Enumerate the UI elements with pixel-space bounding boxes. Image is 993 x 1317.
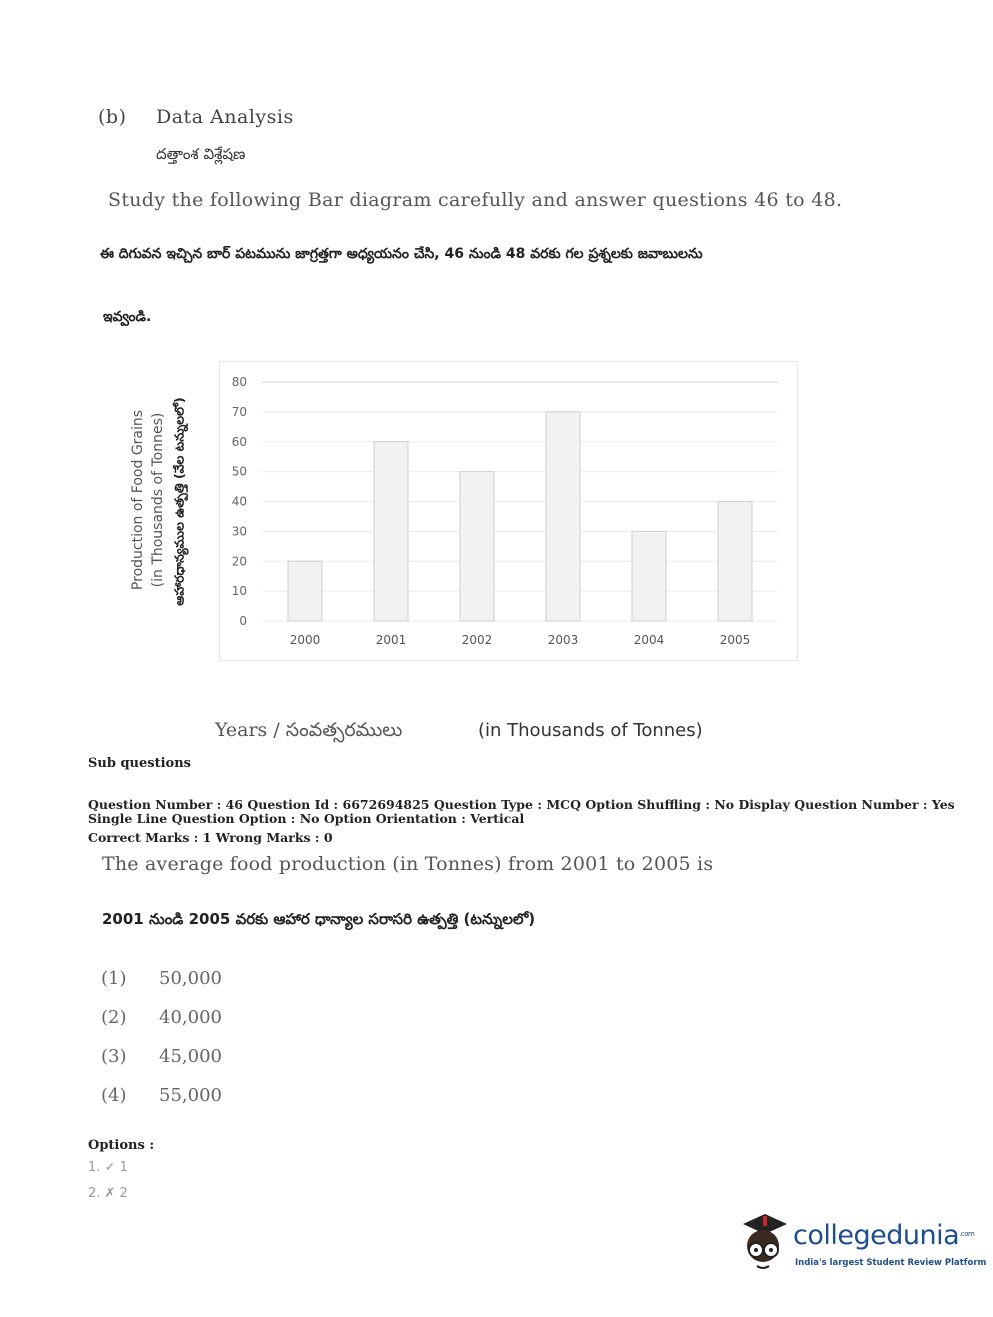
option-3-number: (3) (101, 1046, 127, 1067)
chart-ylabel-telugu: ఆహారధాన్యముల ఉత్పత్తి (వేల టన్నులలో) (171, 397, 187, 606)
bar-chart-frame (219, 361, 798, 661)
logo-tagline: India's largest Student Review Platform (795, 1258, 987, 1268)
chart-bar-2005 (718, 502, 752, 622)
section-label: (b) (98, 106, 127, 128)
option-3-text: 45,000 (159, 1046, 222, 1067)
chart-xtick-label: 2005 (719, 633, 751, 647)
instruction-telugu-line1: ఈ దిగువన ఇచ్చిన బార్ పటమును జాగ్రత్తగా అధ్యయనం చేసి, 46 నుండి 48 వరకు గల ప్రశ్నలకు జవాబులను (100, 246, 703, 262)
chart-xtick-label: 2000 (289, 633, 321, 647)
option-2 (101, 1007, 222, 1028)
chart-ylabel-line2: (in Thousands of Tonnes) (150, 412, 166, 588)
answer-key-1: 1. ✓ 1 (88, 1160, 128, 1175)
chart-xtick-label: 2001 (375, 633, 407, 647)
options-label: Options : (88, 1138, 155, 1153)
option-1-number: (1) (101, 968, 127, 989)
chart-ytick-label: 0 (239, 614, 247, 628)
chart-bar-2000 (288, 561, 322, 621)
chart-ytick-label: 30 (231, 524, 247, 539)
chart-ylabel-line1: Production of Food Grains (130, 409, 146, 591)
question-meta-line3: Correct Marks : 1 Wrong Marks : 0 (88, 830, 333, 845)
chart-ytick-label: 70 (231, 404, 247, 419)
chart-ytick-label: 80 (231, 375, 247, 389)
chart-ytick-label: 10 (231, 584, 247, 599)
logo-com: .com (959, 1230, 975, 1238)
section-title: Data Analysis (156, 106, 294, 128)
chart-bar-2002 (460, 472, 494, 621)
chart-ytick-label: 50 (231, 464, 247, 479)
option-3 (101, 1046, 222, 1067)
option-1 (101, 968, 222, 989)
chart-ytick-label: 40 (231, 494, 247, 509)
question-english: The average food production (in Tonnes) from 2001 to 2005 is (102, 853, 714, 875)
chart-xtick-label: 2004 (633, 633, 665, 647)
option-4-number: (4) (101, 1085, 127, 1106)
mascot-icon (735, 1210, 795, 1280)
question-telugu: 2001 నుండి 2005 వరకు ఆహార ధాన్యాల సరాసరి ఉత్పత్తి (టన్నులలో) (102, 910, 536, 928)
chart-ytick-label: 60 (231, 434, 247, 449)
collegedunia-logo (735, 1210, 987, 1280)
option-1-text: 50,000 (159, 968, 222, 989)
chart-xlabel-unit: (in Thousands of Tonnes) (478, 720, 703, 741)
chart-bar-2003 (546, 412, 580, 621)
chart-xtick-label: 2003 (547, 633, 579, 647)
option-2-text: 40,000 (159, 1007, 222, 1028)
instruction-english: Study the following Bar diagram carefully and answer questions 46 to 48. (108, 189, 843, 211)
option-2-number: (2) (101, 1007, 127, 1028)
chart-bar-2004 (632, 531, 666, 621)
instruction-telugu-line2: ఇవ్వండి. (103, 309, 152, 325)
chart-ytick-label: 20 (231, 554, 247, 569)
sub-questions-label: Sub questions (88, 756, 191, 771)
chart-xtick-label: 2002 (461, 633, 493, 647)
chart-xlabel: Years / సంవత్సరములు (215, 719, 403, 741)
option-4-text: 55,000 (159, 1085, 222, 1106)
bar-chart (220, 362, 797, 660)
answer-key-2: 2. ✗ 2 (88, 1186, 128, 1201)
question-meta-line2: Single Line Question Option : No Option Orientation : Vertical (88, 811, 525, 826)
chart-bar-2001 (374, 442, 408, 621)
option-4 (101, 1085, 222, 1106)
logo-name: collegedunia$^{.com}$ (793, 1220, 975, 1251)
section-title-telugu: దత్తాంశ విశ్లేషణ (156, 145, 246, 163)
chart-y-axis-labels (118, 360, 198, 650)
question-meta-line1: Question Number : 46 Question Id : 6672694825 Question Type : MCQ Option Shuffling : No Display Question Number : Yes (88, 797, 955, 812)
